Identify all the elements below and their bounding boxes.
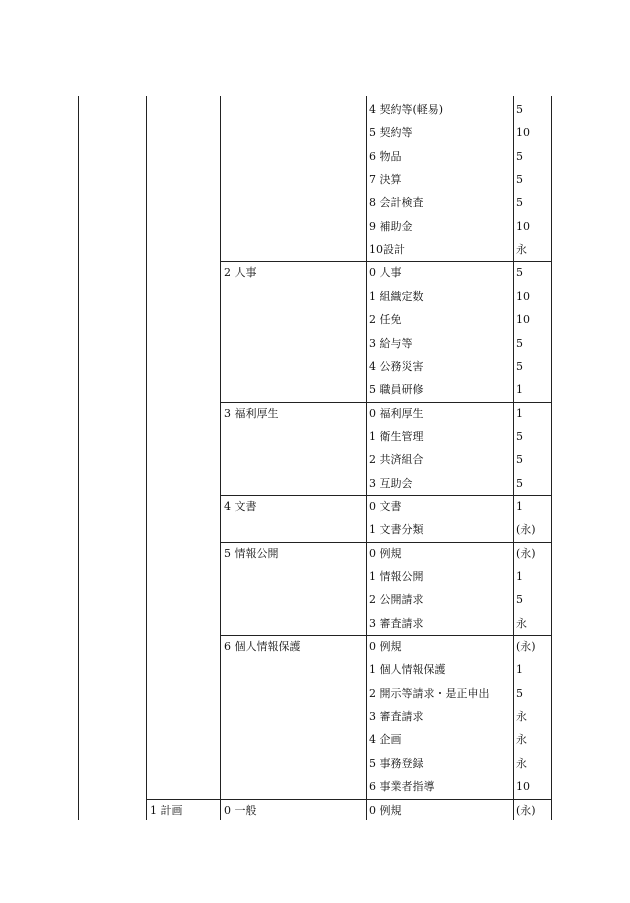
item-cell: 0 人事 xyxy=(369,266,402,279)
column-border xyxy=(78,96,79,820)
subcategory-cell: 2 人事 xyxy=(224,266,257,279)
item-cell: 5 事務登録 xyxy=(369,757,424,770)
subcategory-cell: 6 個人情報保護 xyxy=(224,640,301,653)
retention-period-cell: 5 xyxy=(516,430,523,443)
retention-period-cell: (永) xyxy=(516,547,536,560)
item-cell: 2 開示等請求・是正申出 xyxy=(369,687,490,700)
item-cell: 4 契約等(軽易) xyxy=(369,103,444,116)
item-cell: 1 個人情報保護 xyxy=(369,663,446,676)
item-cell: 0 例規 xyxy=(369,804,402,817)
retention-period-cell: 10 xyxy=(516,780,530,793)
group-separator xyxy=(146,799,552,800)
retention-period-cell: 永 xyxy=(516,710,527,723)
item-cell: 5 職員研修 xyxy=(369,383,424,396)
retention-period-cell: 10 xyxy=(516,126,530,139)
retention-period-cell: 永 xyxy=(516,733,527,746)
retention-period-cell: 1 xyxy=(516,570,523,583)
retention-period-cell: 5 xyxy=(516,173,523,186)
retention-period-cell: 永 xyxy=(516,757,527,770)
group-separator xyxy=(220,402,552,403)
retention-period-cell: 5 xyxy=(516,477,523,490)
retention-period-cell: (永) xyxy=(516,804,536,817)
column-border xyxy=(551,96,552,820)
column-border xyxy=(366,96,367,820)
item-cell: 1 衛生管理 xyxy=(369,430,424,443)
item-cell: 2 任免 xyxy=(369,313,402,326)
subcategory-cell: 0 一般 xyxy=(224,804,257,817)
item-cell: 3 審査請求 xyxy=(369,710,424,723)
category-cell: 1 計画 xyxy=(150,804,183,817)
retention-period-cell: 5 xyxy=(516,337,523,350)
group-separator xyxy=(220,261,552,262)
item-cell: 2 共済組合 xyxy=(369,453,424,466)
retention-period-cell: 5 xyxy=(516,360,523,373)
item-cell: 1 組織定数 xyxy=(369,290,424,303)
item-cell: 0 例規 xyxy=(369,640,402,653)
group-separator xyxy=(220,542,552,543)
retention-period-cell: 1 xyxy=(516,663,523,676)
retention-period-cell: 5 xyxy=(516,103,523,116)
column-border xyxy=(146,96,147,820)
retention-period-cell: (永) xyxy=(516,523,536,536)
item-cell: 5 契約等 xyxy=(369,126,413,139)
retention-period-cell: 1 xyxy=(516,407,523,420)
group-separator xyxy=(220,495,552,496)
item-cell: 1 文書分類 xyxy=(369,523,424,536)
item-cell: 3 審査請求 xyxy=(369,617,424,630)
column-border xyxy=(513,96,514,820)
item-cell: 6 物品 xyxy=(369,150,402,163)
column-border xyxy=(220,96,221,820)
retention-period-cell: (永) xyxy=(516,640,536,653)
item-cell: 0 例規 xyxy=(369,547,402,560)
item-cell: 0 文書 xyxy=(369,500,402,513)
subcategory-cell: 4 文書 xyxy=(224,500,257,513)
item-cell: 6 事業者指導 xyxy=(369,780,435,793)
retention-period-cell: 10 xyxy=(516,220,530,233)
retention-period-cell: 5 xyxy=(516,266,523,279)
retention-period-cell: 永 xyxy=(516,243,527,256)
retention-period-cell: 5 xyxy=(516,196,523,209)
subcategory-cell: 5 情報公開 xyxy=(224,547,279,560)
retention-period-cell: 10 xyxy=(516,313,530,326)
retention-period-cell: 1 xyxy=(516,500,523,513)
item-cell: 1 情報公開 xyxy=(369,570,424,583)
item-cell: 4 企画 xyxy=(369,733,402,746)
retention-period-cell: 5 xyxy=(516,150,523,163)
retention-period-cell: 5 xyxy=(516,593,523,606)
item-cell: 3 給与等 xyxy=(369,337,413,350)
item-cell: 0 福利厚生 xyxy=(369,407,424,420)
item-cell: 2 公開請求 xyxy=(369,593,424,606)
retention-period-cell: 5 xyxy=(516,453,523,466)
item-cell: 4 公務災害 xyxy=(369,360,424,373)
retention-period-cell: 10 xyxy=(516,290,530,303)
item-cell: 7 決算 xyxy=(369,173,402,186)
item-cell: 8 会計検査 xyxy=(369,196,424,209)
group-separator xyxy=(220,635,552,636)
item-cell: 3 互助会 xyxy=(369,477,413,490)
item-cell: 10設計 xyxy=(369,243,405,256)
retention-period-cell: 1 xyxy=(516,383,523,396)
retention-period-cell: 5 xyxy=(516,687,523,700)
retention-period-cell: 永 xyxy=(516,617,527,630)
item-cell: 9 補助金 xyxy=(369,220,413,233)
subcategory-cell: 3 福利厚生 xyxy=(224,407,279,420)
